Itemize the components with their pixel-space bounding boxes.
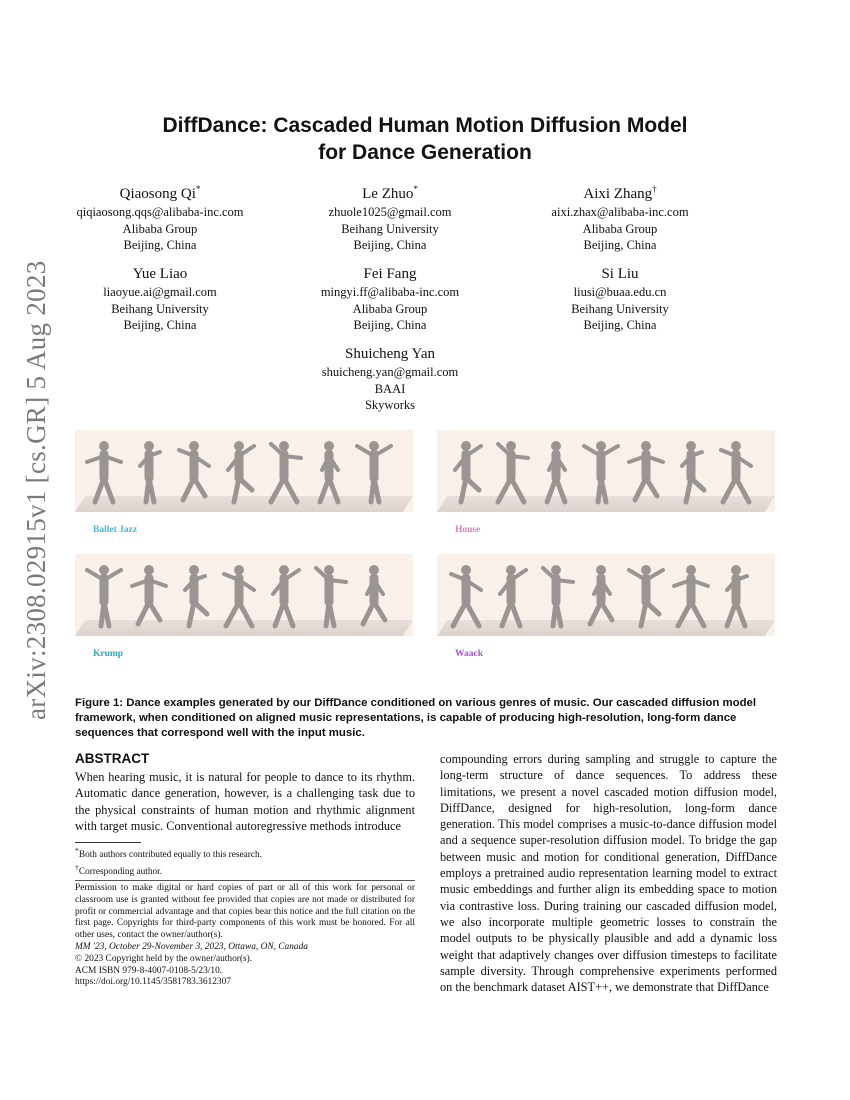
author-email[interactable]: qiqiaosong.qqs@alibaba-inc.com [76, 205, 244, 219]
author-email[interactable]: shuicheng.yan@gmail.com [321, 365, 459, 379]
permission-rule [75, 880, 415, 881]
title-line-2: for Dance Generation [318, 141, 532, 164]
dance-panel-1 [437, 430, 775, 548]
author-3 [45, 260, 275, 334]
dancer-figure [265, 436, 303, 506]
dance-panel-0 [75, 430, 413, 548]
author-email[interactable]: zhuole1025@gmail.com [328, 205, 452, 219]
dancer-figure [265, 560, 303, 630]
abstract-text-left: When hearing music, it is natural for people to dance to its rhythm. Automatic dance generation, however, is a challenging task due to the physical constraints of human motion and rhythmic alignment with target music. Conventional autoregressive methods introduce [75, 770, 415, 833]
genre-label: Ballet Jazz [93, 525, 138, 535]
dancer-figure [582, 560, 620, 630]
dancer-figure [175, 560, 213, 630]
music-waveform-row [437, 642, 775, 668]
dance-panel-2 [75, 554, 413, 672]
permission-text: Permission to make digital or hard copies of part or all of this work for personal or classroom use is granted without fee provided that copies are not made or distributed for profit or commercial advantage and that copies bear this notice and the full citation on the first page. Copyrights for third-party components of this work must be honored. For all other uses, contact the owner/author(s). [75, 883, 415, 941]
waveform-icon [511, 642, 751, 668]
dance-stage [437, 554, 775, 636]
author-affiliation: Alibaba Group [582, 221, 658, 236]
author-location: Beijing, China [353, 238, 427, 252]
author-location: Skyworks [364, 398, 415, 412]
dancer-figure [582, 436, 620, 506]
author-name: Qiaosong Qi* [119, 184, 201, 202]
paper-title [0, 112, 850, 166]
waveform-icon [149, 518, 389, 544]
author-6 [275, 340, 505, 414]
dancer-figure [537, 560, 575, 630]
dancer-figure [355, 436, 393, 506]
author-name: Shuicheng Yan [344, 346, 435, 362]
music-waveform-row [75, 642, 413, 668]
permission-block [75, 883, 415, 989]
footnote-equal-contribution: *Both authors contributed equally to this research. [75, 846, 262, 861]
dancer-figure [130, 436, 168, 506]
author-email[interactable]: aixi.zhax@alibaba-inc.com [551, 205, 689, 219]
author-affiliation: Beihang University [571, 301, 669, 316]
dancer-figure [672, 436, 710, 506]
author-name: Le Zhuo* [362, 184, 418, 202]
figure-caption: Figure 1: Dance examples generated by our DiffDance conditioned on various genres of music. Our cascaded diffusion model framework, when conditioned on aligned music representations, is capable of producing high-resolution, long-form dance sequences that correspond well with the input music. [75, 697, 757, 739]
footnotes [75, 845, 415, 878]
dancer-figure [175, 436, 213, 506]
genre-label: Krump [93, 649, 124, 659]
dancer-figure [717, 436, 755, 506]
doi-link[interactable]: https://doi.org/10.1145/3581783.3612307 [75, 977, 231, 988]
arxiv-identifier-stamp: arXiv:2308.02915v1 [cs.GR] 5 Aug 2023 [21, 260, 51, 720]
author-email[interactable]: liaoyue.ai@gmail.com [103, 285, 217, 299]
author-name: Fei Fang [363, 266, 417, 282]
author-name: Aixi Zhang† [583, 184, 657, 202]
dancer-figure [130, 560, 168, 630]
author-location: Beijing, China [353, 318, 427, 332]
author-email[interactable]: mingyi.ff@alibaba-inc.com [320, 285, 460, 299]
author-2 [505, 180, 735, 254]
author-4 [275, 260, 505, 334]
author-email[interactable]: liusi@buaa.edu.cn [573, 285, 667, 299]
author-affiliation: Beihang University [111, 301, 209, 316]
dancer-figure [85, 560, 123, 630]
author-affiliation: Beihang University [341, 221, 439, 236]
dancer-figure [310, 436, 348, 506]
music-waveform-row [75, 518, 413, 544]
dancer-figure [627, 560, 665, 630]
dance-stage [75, 430, 413, 512]
author-location: Beijing, China [583, 238, 657, 252]
author-location: Beijing, China [123, 238, 197, 252]
dancer-figure [310, 560, 348, 630]
figure-1 [75, 430, 775, 680]
dancer-figure [492, 436, 530, 506]
waveform-icon [149, 642, 389, 668]
dancer-figure [447, 560, 485, 630]
dancer-figure [220, 560, 258, 630]
dance-stage [437, 430, 775, 512]
footnote-corresponding-author: †Corresponding author. [75, 862, 163, 877]
abstract-heading: ABSTRACT [75, 751, 150, 766]
dance-stage [75, 554, 413, 636]
title-line-1: DiffDance: Cascaded Human Motion Diffusion Model [162, 114, 688, 137]
abstract-text-right: compounding errors during sampling and struggle to capture the long-term structure of dance sequences. To address these limitations, we present a novel cascaded motion diffusion model, DiffDance, designed for high-resolution, long-form dance generation. This model comprises a music-to-dance diffusion model and a sequence super-resolution diffusion model. To bridge the gap between music and motion for conditional generation, DiffDance employs a pretrained audio representation learning model to extract music embeddings and further align its embedding space to motion via contrastive loss. During training our cascaded diffusion model, we also incorporate multiple geometric losses to constrain the model outputs to be physically plausible and add a dynamic loss weight that adaptively changes over diffusion timesteps to facilitate sample diversity. Through comprehensive experiments performed on the benchmark dataset AIST++, we demonstrate that DiffDance [440, 752, 777, 995]
dancer-figure [85, 436, 123, 506]
dancer-figure [355, 560, 393, 630]
author-name: Si Liu [601, 266, 639, 282]
dancer-figure [492, 560, 530, 630]
dancer-figure [447, 436, 485, 506]
author-affiliation: Alibaba Group [122, 221, 198, 236]
footnote-rule [75, 842, 141, 843]
music-waveform-row [437, 518, 775, 544]
author-name: Yue Liao [132, 266, 188, 282]
dance-panel-3 [437, 554, 775, 672]
author-affiliation: Alibaba Group [352, 301, 428, 316]
author-0 [45, 180, 275, 254]
author-5 [505, 260, 735, 334]
author-location: Beijing, China [123, 318, 197, 332]
dancer-figure [537, 436, 575, 506]
dancer-figure [717, 560, 755, 630]
conference-info: MM '23, October 29-November 3, 2023, Ottawa, ON, Canada [75, 941, 308, 952]
waveform-icon [511, 518, 751, 544]
dancer-figure [627, 436, 665, 506]
dancer-figure [220, 436, 258, 506]
author-1 [275, 180, 505, 254]
dancer-figure [672, 560, 710, 630]
genre-label: Waack [455, 649, 483, 659]
author-location: Beijing, China [583, 318, 657, 332]
author-affiliation: BAAI [374, 381, 406, 396]
isbn-line: ACM ISBN 979-8-4007-0108-5/23/10. [75, 965, 223, 976]
genre-label: House [455, 525, 481, 535]
copyright-line: © 2023 Copyright held by the owner/author(s). [75, 953, 253, 964]
